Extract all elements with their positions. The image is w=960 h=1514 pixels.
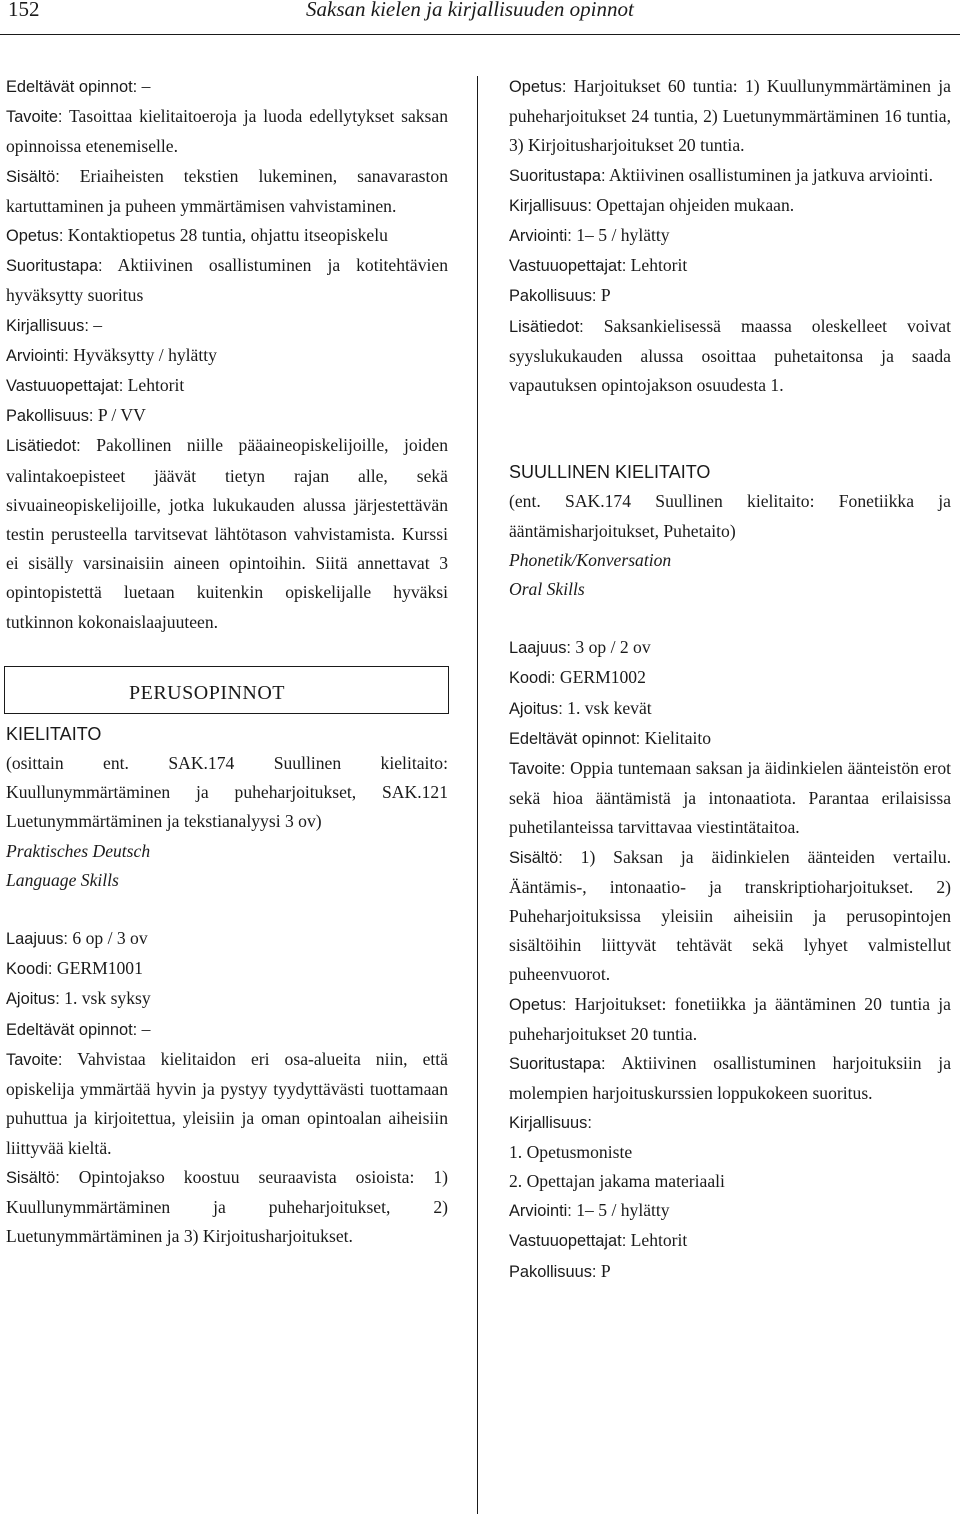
- goal-line: Tavoite: Vahvistaa kielitaidon eri osa-alueita niin, että opiskelija ymmärtää hyvin ja pystyy tyydyttävästi tuottamaan puhuttua ja kirjoitettua, yleisiin ja oman opintoalan aiheisiin liittyvää kieltä.: [6, 1048, 448, 1158]
- course-title: KIELITAITO: [6, 723, 102, 744]
- course-subtitle: (osittain ent. SAK.174 Suullinen kielitaito: Kuullunymmärtäminen ja puheharjoitukset, SAK.121 Luetunymmärtäminen ja tekstianalyysi 3 ov): [6, 753, 448, 832]
- prereq-line: Edeltävät opinnot: –: [6, 1018, 151, 1039]
- column-divider: [477, 76, 478, 1514]
- timing-line: Ajoitus: 1. vsk kevät: [509, 697, 652, 718]
- teachers-line: Vastuuopettajat: Lehtorit: [6, 375, 185, 396]
- compulsory-line: Pakollisuus: P: [509, 285, 611, 306]
- course-english-name: Oral Skills: [509, 579, 585, 600]
- running-title: Saksan kielen ja kirjallisuuden opinnot: [306, 0, 634, 21]
- spacer: [509, 400, 951, 458]
- teachers-line: Vastuuopettajat: Lehtorit: [509, 255, 688, 276]
- content-line: Sisältö: Opintojakso koostuu seuraavista osioista: 1) Kuullunymmärtäminen ja puheharjoitukset, 2) Luetunymmärtäminen ja 3) Kirjoitusharjoitukset.: [6, 1166, 448, 1247]
- literature-item: 1. Opetusmoniste: [509, 1141, 633, 1162]
- completion-line: Suoritustapa: Aktiivinen osallistuminen ja jatkuva arviointi.: [509, 164, 933, 185]
- page-number: 152: [8, 0, 40, 21]
- section-box-title: PERUSOPINNOT: [129, 681, 286, 704]
- spacer: [6, 895, 448, 924]
- grading-line: Arviointi: 1– 5 / hylätty: [509, 1200, 670, 1221]
- teaching-line: Opetus: Harjoitukset 60 tuntia: 1) Kuullunymmärtäminen ja puheharjoitukset 24 tuntia, 2) Luetunymmärtäminen 16 tuntia, 3) Kirjoitusharjoitukset 20 tuntia.: [509, 76, 951, 156]
- course-english-name: Language Skills: [6, 869, 119, 890]
- compulsory-line: Pakollisuus: P / VV: [6, 405, 146, 426]
- teachers-line: Vastuuopettajat: Lehtorit: [509, 1230, 688, 1251]
- completion-line: Suoritustapa: Aktiivinen osallistuminen harjoituksiin ja molempien harjoituskurssien loppukokeen suoritus.: [509, 1053, 951, 1104]
- timing-line: Ajoitus: 1. vsk syksy: [6, 988, 151, 1009]
- info-line: Lisätiedot: Saksankielisessä maassa oleskelleet voivat syyslukukauden alussa osoittaa puhetaitonsa ja saada vapautuksen opintojakson osuudesta 1.: [509, 315, 951, 396]
- header-rule: [0, 34, 960, 35]
- content-line: Sisältö: Eriaiheisten tekstien lukeminen, sanavaraston kartuttaminen ja puheen ymmärtämisen vahvistaminen.: [6, 165, 448, 216]
- scope-line: Laajuus: 6 op / 3 ov: [6, 928, 148, 949]
- goal-line: Tavoite: Oppia tuntemaan saksan ja äidinkielen äänteistön erot sekä hioa ääntämistä ja intonaatiota. Parantaa erilaisissa puhetilanteissa tarvittavaa viestintätaitoa.: [509, 758, 951, 838]
- literature-label: Kirjallisuus:: [509, 1113, 592, 1132]
- goal-line: Tavoite: Tasoittaa kielitaitoeroja ja luoda edellytykset saksan opinnoissa etenemiselle.: [6, 106, 448, 157]
- content-line: Sisältö: 1) Saksan ja äidinkielen äänteiden vertailu. Ääntämis-, intonaatio- ja transkriptioharjoitukset. 2) Puheharjoituksissa yleisiin aiheisiin ja perusopintojen sisältöihin liittyvät tehtävät sekä lyhyet valmistellut puheenvuorot.: [509, 846, 951, 985]
- compulsory-line: Pakollisuus: P: [509, 1260, 611, 1281]
- prereq-line: Edeltävät opinnot: Kielitaito: [509, 727, 712, 748]
- literature-line: Kirjallisuus: Opettajan ohjeiden mukaan.: [509, 194, 795, 215]
- completion-line: Suoritustapa: Aktiivinen osallistuminen ja kotitehtävien hyväksytty suoritus: [6, 255, 448, 306]
- code-line: Koodi: GERM1002: [509, 667, 646, 688]
- course-subtitle: (ent. SAK.174 Suullinen kielitaito: Fonetiikka ja ääntämisharjoitukset, Puhetaito): [509, 491, 951, 541]
- code-line: Koodi: GERM1001: [6, 958, 143, 979]
- section-box: [4, 666, 449, 714]
- grading-line: Arviointi: Hyväksytty / hylätty: [6, 344, 217, 365]
- teaching-line: Opetus: Kontaktiopetus 28 tuntia, ohjattu itseopiskelu: [6, 225, 388, 246]
- grading-line: Arviointi: 1– 5 / hylätty: [509, 225, 670, 246]
- literature-item: 2. Opettajan jakama materiaali: [509, 1170, 725, 1191]
- course-german-name: Phonetik/Konversation: [509, 549, 672, 570]
- teaching-line: Opetus: Harjoitukset: fonetiikka ja ääntäminen 20 tuntia ja puheharjoitukset 20 tuntia.: [509, 993, 951, 1044]
- spacer: [509, 604, 951, 633]
- right-column: [509, 72, 951, 1287]
- info-line: Lisätiedot: Pakollinen niille pääaineopiskelijoille, joiden valintakoepisteet jäävät tietyn rajan alle, sekä sivuaineopiskelijoille, jotka lukukauden alussa järjestettävän testin perusteella tarvitsevat lähtötason vahvistamista. Kurssi ei sisälly varsinaisiin aineen opintoihin. Siitä annettavat 3 opintopistettä luetaan kuitenkin opiskelijalle hyväksi tutkinnon kokonaislaajuuteen.: [6, 435, 448, 632]
- prereq-line: Edeltävät opinnot: –: [6, 76, 151, 96]
- course-title: SUULLINEN KIELITAITO: [509, 462, 711, 483]
- left-column: [6, 72, 448, 1251]
- page-header: [0, 0, 960, 58]
- literature-line: Kirjallisuus: –: [6, 314, 103, 335]
- course-german-name: Praktisches Deutsch: [6, 840, 151, 861]
- scope-line: Laajuus: 3 op / 2 ov: [509, 637, 651, 658]
